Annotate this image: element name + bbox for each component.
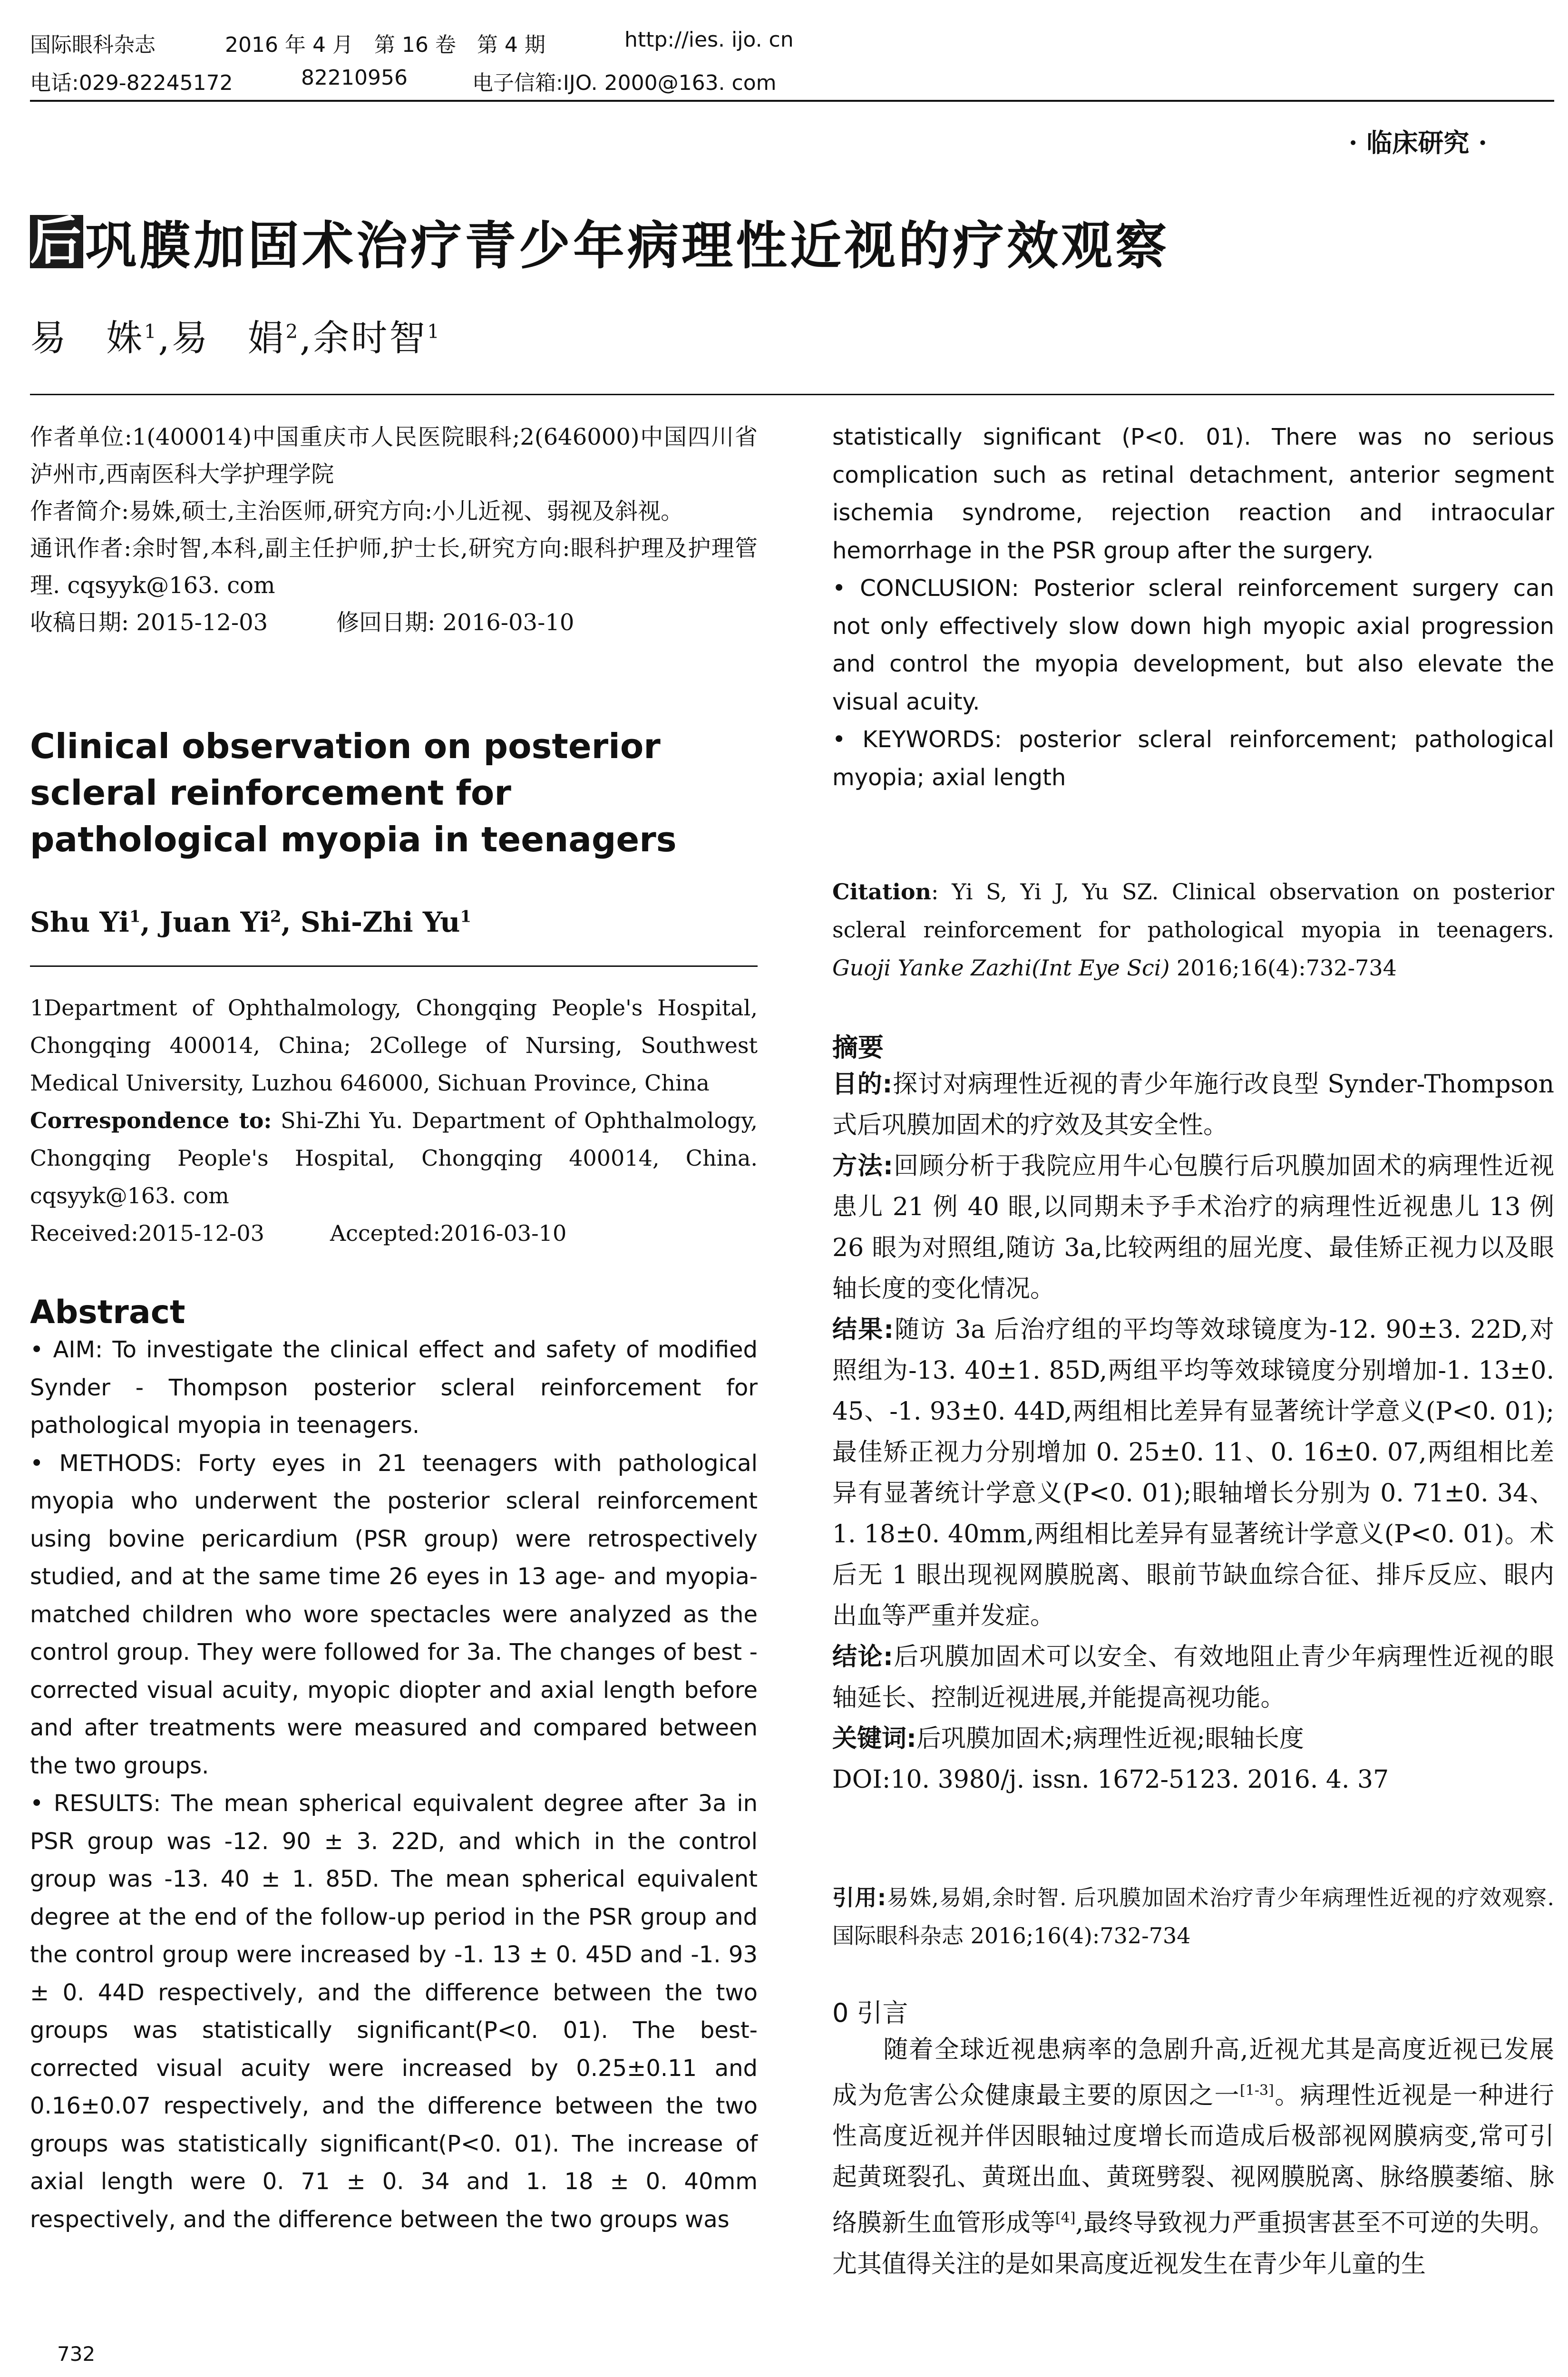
correspondence-label: Correspondence to: [30,1108,272,1133]
authors-cn [30,309,441,361]
abstract-cn-heading: 摘要 [832,1033,884,1062]
doi: DOI:10. 3980/j. issn. 1672-5123. 2016. 4. 37 [832,1765,1389,1794]
author-1-affil: 1 [144,321,158,343]
author-2: ,易 娟 [158,317,286,359]
abstract-cn-results [832,1309,1554,1637]
abstract-en [30,1294,758,2239]
correspondence [30,1102,758,1215]
citation-cn-text: 易姝,易娟,余时智. 后巩膜加固术治疗青少年病理性近视的疗效观察. 国际眼科杂志 2016;16(4):732-734 [832,1885,1554,1948]
section-tag: · 临床研究 · [1348,127,1487,158]
title-dropcap: 后 [30,211,85,271]
meta-cn [30,419,758,641]
intro-text-1: 随着全球近视患病率的急剧升高,近视尤其是高度近视已发展成为危害公众健康最主要的原因之一 [832,2036,1554,2110]
reference-1-3: [1-3] [1240,2082,1274,2099]
abstract-en-continued [832,419,1554,797]
en-author-1: Shu Yi [30,906,129,938]
abstract-results: • RESULTS: The mean spherical equivalent degree after 3a in PSR group was -12. 90 ± 3. 22D, and which in the control group was -13. 40 ± 1. 85D. The mean spherical equivalent degree at the end of the follow-up period in the PSR group and the control group were increased by -1. 13 ± 0. 45D and -1. 93 ± 0. 44D respectively, and the difference between the two groups was statistically significant(P<0. 01). The best-corrected visual acuity were increased by 0.25±0.11 and 0.16±0.07 respectively, and the difference between the two groups was statistically significant(P<0. 01). The increase of axial length were 0. 71 ± 0. 34 and 1. 18 ± 0. 40mm respectively, and the difference between the two groups was [30,1790,758,2233]
title-text: 巩膜加固术治疗青少年病理性近视的疗效观察 [85,216,1170,276]
citation-journal: Guoji Yanke Zazhi(Int Eye Sci) [832,955,1170,981]
article-title [30,205,1169,278]
en-author-1-affil: 1 [129,907,141,926]
abstract-aim: • AIM: To investigate the clinical effect and safety of modified Synder - Thompson posterior scleral reinforcement for pathological myopia in teenagers. [30,1336,758,1439]
keywords-label: 关键词: [832,1724,916,1753]
correspondence-text: Shi-Zhi Yu. Department of Ophthalmology, Chongqing People's Hospital, Chongqing 400014, China. cqsyyk@163. com [30,1108,758,1208]
abstract-cn-conclusion [832,1637,1554,1718]
phone: 电话:029-82245172 [30,71,233,95]
affiliations [30,989,758,1252]
abstract-keywords: • KEYWORDS: posterior scleral reinforcement; pathological myopia; axial length [832,726,1554,791]
author-3-affil: 1 [427,321,441,343]
affil-rule [30,965,758,967]
intro-heading: 0 引言 [832,1998,908,2028]
en-author-2: , Juan Yi [140,906,270,938]
journal-url: http://ies. ijo. cn [624,28,794,52]
abstract-cn-keywords [832,1718,1554,1759]
email: 电子信箱:IJO. 2000@163. com [472,71,777,95]
contact-header [30,66,777,96]
conclusion-label: 结论: [832,1643,893,1671]
author-3: ,余时智 [300,317,428,359]
abstract-cn [832,1027,1554,1800]
header-rule [30,100,1554,102]
results-text: 随访 3a 后治疗组的平均等效球镜度为-12. 90±3. 22D,对照组为-13. 40±1. 85D,两组平均等效球镜度分别增加-1. 13±0. 45、-1. 93±0. 44D,两组相比差异有显著统计学意义(P<0. 01);最佳矫正视力分别增加 0. 25±0. 11、0. 16±0. 07,两组相比差异有显著统计学意义(P<0. 01);眼轴增长分别为 0. 71±0. 34、1. 18±0. 40mm,两组相比差异有显著统计学意义(P<0. 01)。术后无 1 眼出现视网膜脱离、眼前节缺血综合征、排斥反应、眼内出血等严重并发症。 [832,1315,1555,1630]
abstract-methods: • METHODS: Forty eyes in 21 teenagers with pathological myopia who underwent the posterior scleral reinforcement using bovine pericardium (PSR group) were retrospectively studied, and at the same time 26 eyes in 13 age- and myopia-matched children who wore spectacles were analyzed as the control group. They were followed for 3a. The changes of best - corrected visual acuity, myopic diopter and axial length before and after treatments were measured and compared between the two groups. [30,1450,758,1779]
author-bio: 作者简介:易姝,硕士,主治医师,研究方向:小儿近视、弱视及斜视。 [30,498,684,525]
abstract-cn-aim [832,1064,1554,1146]
aim-text: 探讨对病理性近视的青少年施行改良型 Synder-Thompson 式后巩膜加固术的疗效及其安全性。 [832,1070,1555,1140]
author-unit: 作者单位:1(400014)中国重庆市人民医院眼科;2(646000)中国四川省泸州市,西南医科大学护理学院 [30,424,758,487]
citation-cn-label: 引用: [832,1885,886,1910]
corresponding-author: 通讯作者:余时智,本科,副主任护师,护士长,研究方向:眼科护理及护理管理. cqsyyk@163. com [30,535,758,599]
results-label: 结果: [832,1315,894,1344]
journal-name: 国际眼科杂志 [30,33,156,57]
introduction [832,1993,1554,2285]
issue-info: 2016 年 4 月 第 16 卷 第 4 期 [225,33,545,57]
citation-label: Citation [832,879,931,905]
en-author-3: , Shi-Zhi Yu [281,906,460,938]
citation-text: : Yi S, Yi J, Yu SZ. Clinical observation on posterior scleral reinforcement for pathological myopia in teenagers. [832,879,1554,943]
author-1: 易 姝 [30,317,144,359]
affiliation-text: 1Department of Ophthalmology, Chongqing People's Hospital, Chongqing 400014, China; 2College of Nursing, Southwest Medical University, Luzhou 646000, Sichuan Province, China [30,995,758,1096]
methods-label: 方法: [832,1152,893,1180]
authors-rule [30,394,1554,395]
author-2-affil: 2 [285,321,300,343]
citation-tail: 2016;16(4):732-734 [1169,955,1397,981]
reference-4: [4] [1055,2210,1076,2227]
intro-paragraph [832,2029,1554,2285]
citation-en [832,873,1554,987]
conclusion-text: 后巩膜加固术可以安全、有效地阻止青少年病理性近视的眼轴延长、控制近视进展,并能提高视功能。 [832,1643,1554,1712]
aim-label: 目的: [832,1070,893,1099]
intro-text-3: ,最终导致视力严重损害甚至不可逆的失明。尤其值得关注的是如果高度近视发生在青少年儿童的生 [832,2209,1554,2279]
keywords-text: 后巩膜加固术;病理性近视;眼轴长度 [916,1724,1304,1753]
phone-2: 82210956 [301,66,408,90]
running-header [30,28,794,58]
abstract-cn-methods [832,1146,1554,1309]
english-authors [30,906,758,938]
page-number: 732 [57,2342,96,2366]
citation-cn [832,1879,1554,1955]
intro-text-2: 。病理性近视是一种进行性高度近视并伴因眼轴过度增长而造成后极部视网膜病变,常可引起黄斑裂孔、黄斑出血、黄斑劈裂、视网膜脱离、脉络膜萎缩、脉络膜新生血管形成等 [832,2081,1554,2238]
dates-cn: 收稿日期: 2015-12-03 修回日期: 2016-03-10 [30,609,575,636]
en-author-2-affil: 2 [270,907,282,926]
received-dates: Received:2015-12-03 Accepted:2016-03-10 [30,1220,567,1246]
english-title: Clinical observation on posterior scleral reinforcement for pathological myopia in teenagers [30,726,677,859]
abstract-heading: Abstract [30,1294,185,1331]
en-author-3-affil: 1 [460,907,472,926]
methods-text: 回顾分析于我院应用牛心包膜行后巩膜加固术的病理性近视患儿 21 例 40 眼,以同期未予手术治疗的病理性近视患儿 13 例 26 眼为对照组,随访 3a,比较两组的屈光度、最佳矫正视力以及眼轴长度的变化情况。 [832,1152,1554,1303]
abstract-results-continued: statistically significant (P<0. 01). There was no serious complication such as retinal detachment, anterior segment ischemia syndrome, rejection reaction and intraocular hemorrhage in the PSR group after the surgery. [832,424,1554,564]
abstract-conclusion: • CONCLUSION: Posterior scleral reinforcement surgery can not only effectively slow down high myopic axial progression and control the myopia development, but also elevate the visual acuity. [832,575,1554,715]
